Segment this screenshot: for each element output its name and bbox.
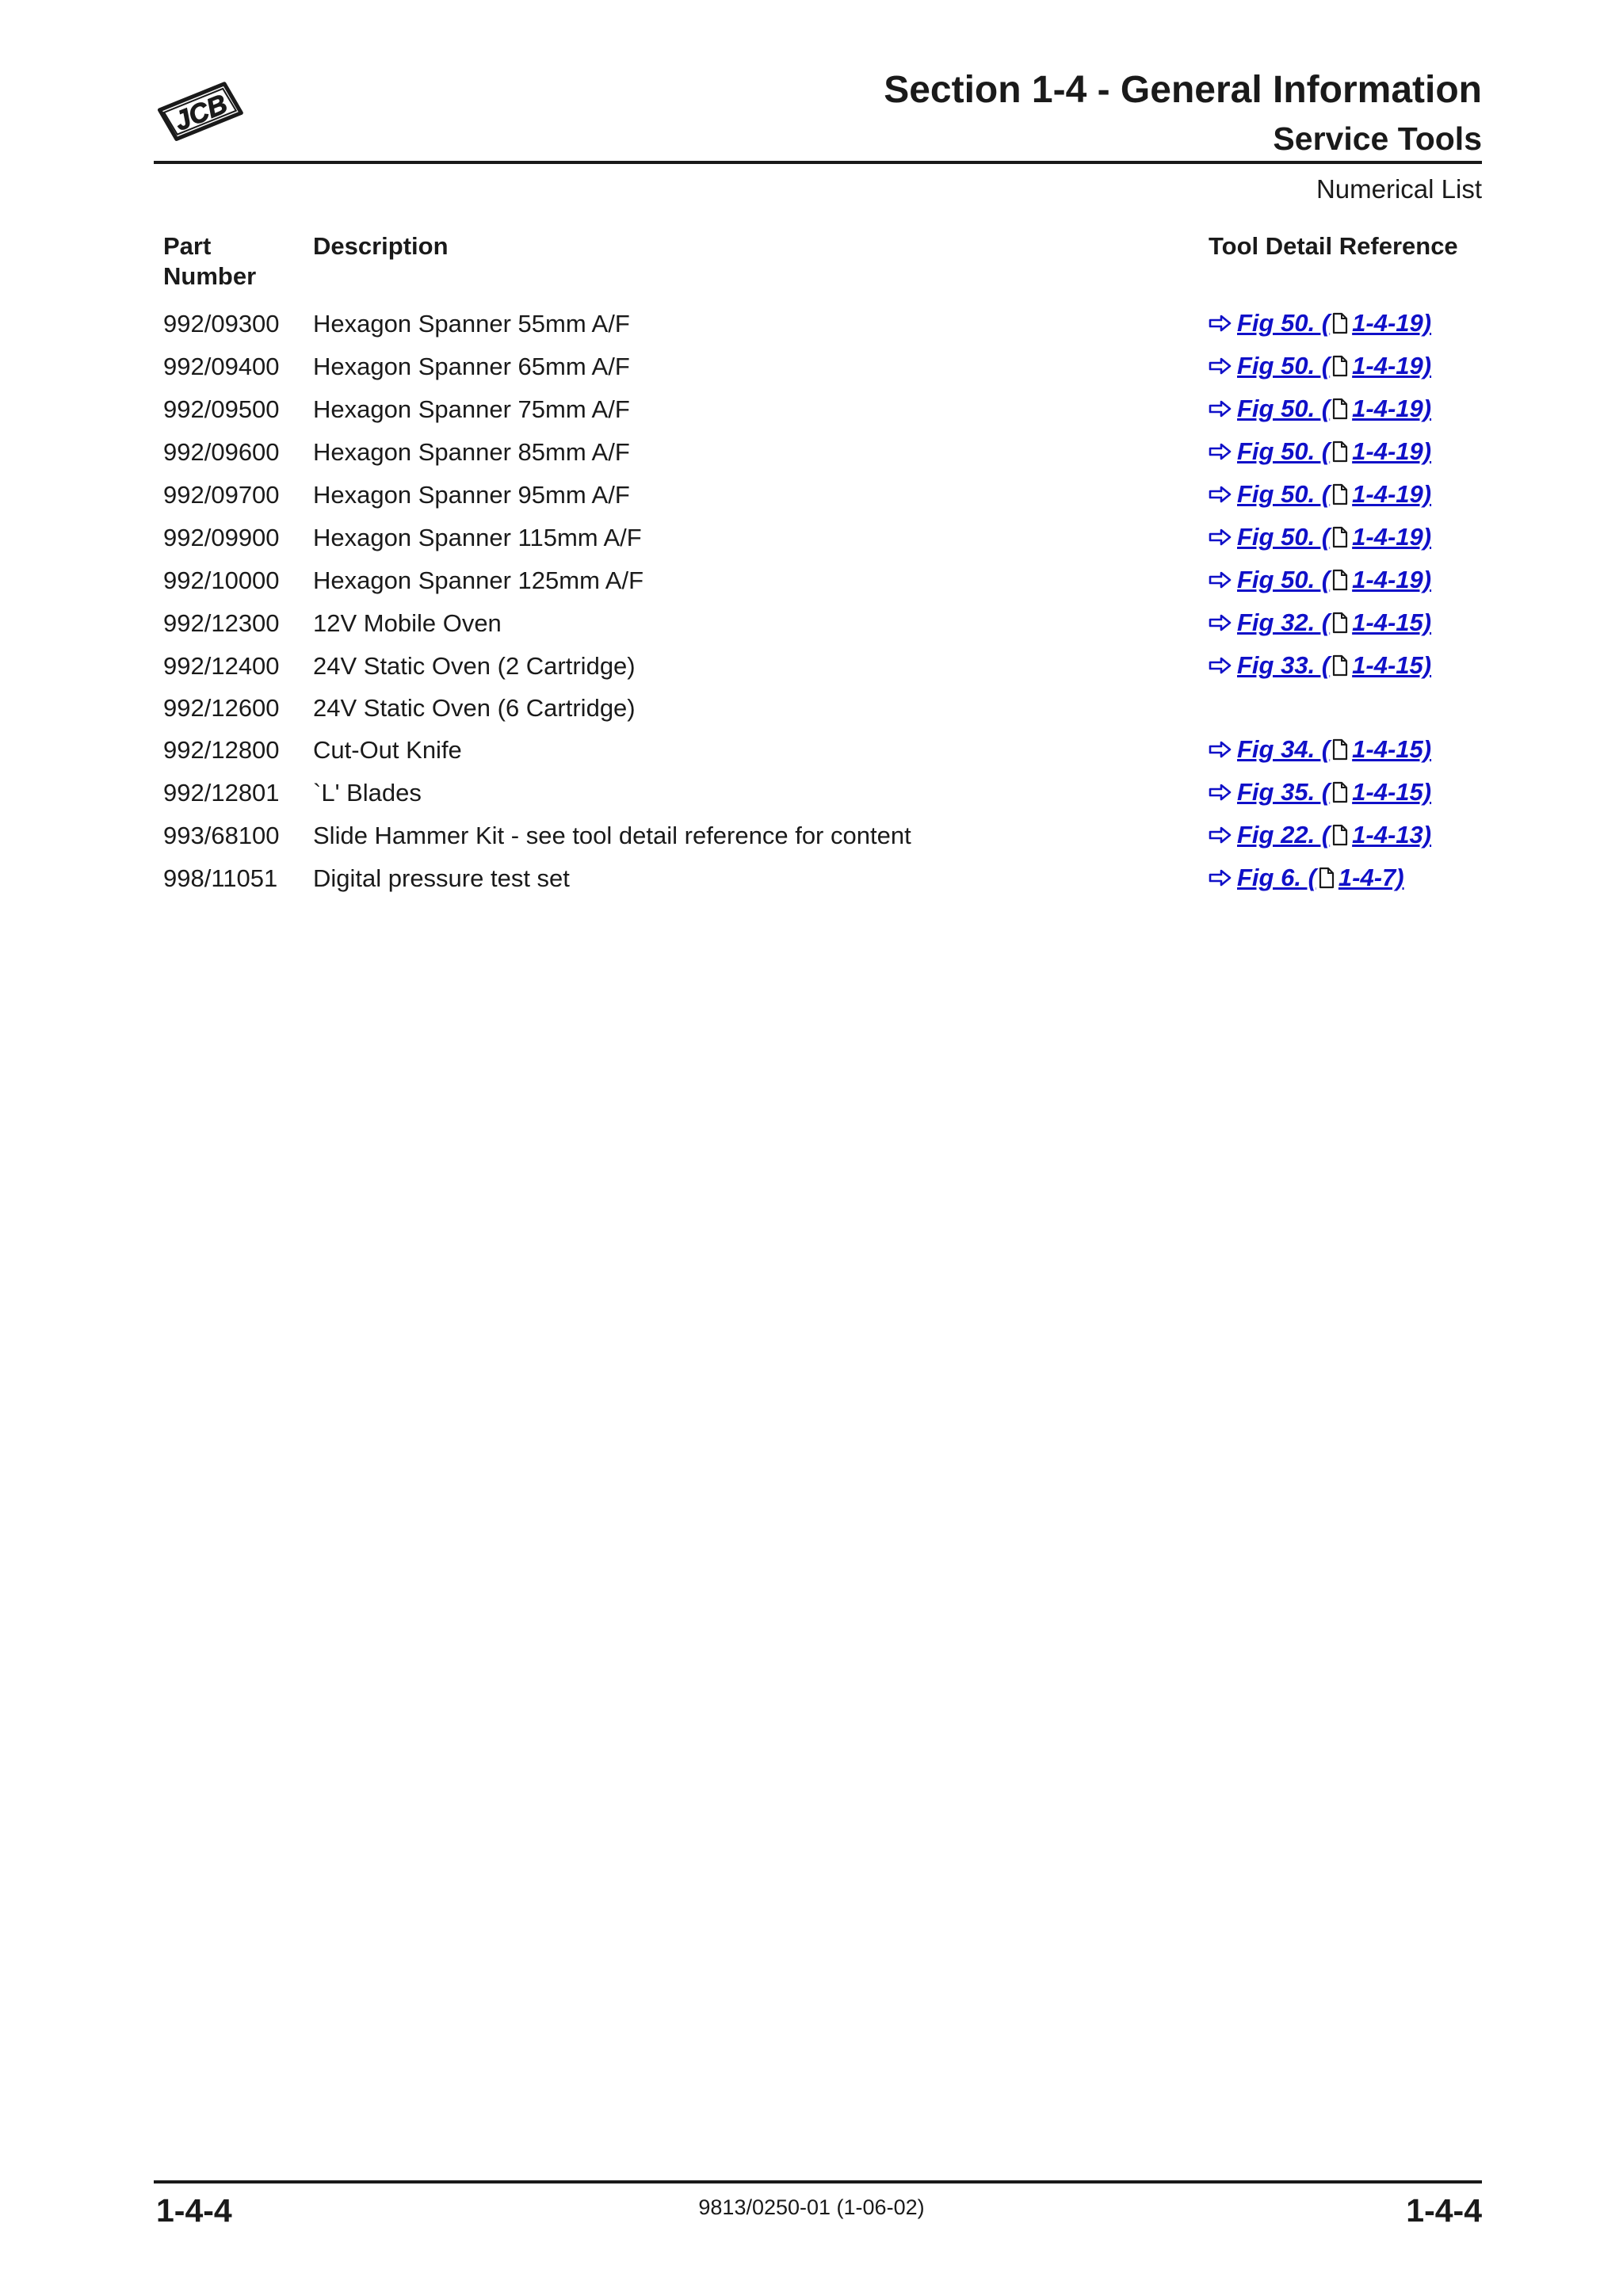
figure-reference-link[interactable] (1209, 345, 1431, 387)
table-row (152, 729, 1484, 772)
figure-reference-link[interactable] (1209, 303, 1431, 344)
column-header-line: Description (313, 232, 449, 260)
tool-detail-reference-cell (1197, 688, 1484, 729)
figure-label: Fig 6. ( (1237, 864, 1316, 891)
arrow-right-icon (1209, 656, 1232, 675)
table-row (152, 517, 1484, 559)
arrow-right-icon (1209, 357, 1232, 376)
part-number-cell: 992/10000 (163, 566, 280, 594)
table-row (152, 645, 1484, 688)
figure-label: Fig 50. ( (1237, 480, 1331, 508)
list-title: Numerical List (1316, 174, 1482, 204)
page-reference-label: 1-4-15) (1352, 735, 1432, 763)
table-row (152, 431, 1484, 474)
figure-label: Fig 50. ( (1237, 352, 1331, 379)
figure-reference-link[interactable] (1209, 517, 1431, 558)
description-cell: Hexagon Spanner 125mm A/F (313, 566, 644, 594)
tool-detail-reference-cell (1197, 517, 1484, 559)
figure-label: Fig 35. ( (1237, 778, 1331, 806)
part-number-cell: 998/11051 (163, 864, 278, 892)
page-reference-label: 1-4-19) (1352, 395, 1432, 422)
description-cell: 12V Mobile Oven (313, 609, 502, 637)
page-reference-label: 1-4-13) (1352, 821, 1432, 849)
service-tools-table (152, 231, 1484, 900)
figure-reference-link[interactable] (1209, 857, 1404, 898)
page-icon (1331, 781, 1349, 803)
table-row (152, 814, 1484, 857)
column-header-line: Number (163, 262, 257, 290)
svg-text:JCB: JCB (170, 89, 232, 137)
description-cell: Cut-Out Knife (313, 736, 462, 764)
description-cell: 24V Static Oven (6 Cartridge) (313, 694, 636, 722)
figure-label: Fig 34. ( (1237, 735, 1331, 763)
table-row (152, 857, 1484, 900)
figure-label: Fig 22. ( (1237, 821, 1331, 849)
part-number-cell: 992/09600 (163, 438, 280, 466)
figure-reference-link[interactable] (1209, 559, 1431, 601)
arrow-right-icon (1209, 399, 1232, 418)
page-icon (1331, 526, 1349, 548)
table-row (152, 559, 1484, 602)
description-cell: Hexagon Spanner 95mm A/F (313, 481, 630, 509)
table-row (152, 474, 1484, 517)
description-cell: Hexagon Spanner 115mm A/F (313, 524, 642, 551)
description-cell: Hexagon Spanner 55mm A/F (313, 310, 630, 338)
figure-label: Fig 33. ( (1237, 651, 1331, 679)
figure-label: Fig 50. ( (1237, 437, 1331, 465)
part-number-cell: 992/09700 (163, 481, 280, 509)
figure-label: Fig 50. ( (1237, 523, 1331, 551)
page-reference-label: 1-4-15) (1352, 778, 1432, 806)
arrow-right-icon (1209, 570, 1232, 589)
table-row (152, 303, 1484, 345)
footer-divider (154, 2180, 1482, 2183)
arrow-right-icon (1209, 740, 1232, 759)
arrow-right-icon (1209, 868, 1232, 887)
table-row (152, 688, 1484, 729)
page-icon (1331, 312, 1349, 334)
tool-detail-reference-cell (1197, 431, 1484, 474)
figure-label: Fig 32. ( (1237, 608, 1331, 636)
page-icon (1331, 441, 1349, 463)
page-reference-label: 1-4-19) (1352, 437, 1432, 465)
figure-label: Fig 50. ( (1237, 395, 1331, 422)
arrow-right-icon (1209, 783, 1232, 802)
jcb-logo (155, 73, 244, 151)
tool-detail-reference-cell (1197, 814, 1484, 857)
description-cell: 24V Static Oven (2 Cartridge) (313, 652, 636, 680)
title-block (884, 63, 1482, 160)
description-cell: Hexagon Spanner 75mm A/F (313, 395, 630, 423)
figure-reference-link[interactable] (1209, 729, 1431, 770)
description-cell: Hexagon Spanner 85mm A/F (313, 438, 630, 466)
page-icon (1331, 569, 1349, 591)
arrow-right-icon (1209, 442, 1232, 461)
arrow-right-icon (1209, 613, 1232, 632)
tool-detail-reference-cell (1197, 857, 1484, 900)
part-number-cell: 993/68100 (163, 822, 280, 849)
tool-detail-reference-cell (1197, 729, 1484, 772)
page-reference-label: 1-4-19) (1352, 566, 1432, 593)
figure-reference-link[interactable] (1209, 388, 1431, 429)
figure-reference-link[interactable] (1209, 814, 1431, 856)
description-cell: Digital pressure test set (313, 864, 570, 892)
page-reference-label: 1-4-19) (1352, 309, 1432, 337)
table-row (152, 345, 1484, 388)
part-number-cell: 992/09300 (163, 310, 280, 338)
figure-reference-link[interactable] (1209, 602, 1431, 643)
page-reference-label: 1-4-15) (1352, 651, 1432, 679)
tool-detail-reference-cell (1197, 345, 1484, 388)
figure-label: Fig 50. ( (1237, 309, 1331, 337)
part-number-cell: 992/12801 (163, 779, 280, 807)
figure-reference-link[interactable] (1209, 645, 1431, 686)
page-reference-label: 1-4-19) (1352, 480, 1432, 508)
page-number-right: 1-4-4 (1406, 2192, 1482, 2229)
arrow-right-icon (1209, 314, 1232, 333)
description-cell: Hexagon Spanner 65mm A/F (313, 353, 630, 380)
figure-reference-link[interactable] (1209, 474, 1431, 515)
description-cell: `L' Blades (313, 779, 422, 807)
page-reference-label: 1-4-19) (1352, 352, 1432, 379)
page-icon (1331, 612, 1349, 634)
part-number-cell: 992/12400 (163, 652, 280, 680)
table-row (152, 772, 1484, 814)
page-number-left: 1-4-4 (156, 2192, 232, 2229)
tool-detail-reference-cell (1197, 645, 1484, 688)
figure-label: Fig 50. ( (1237, 566, 1331, 593)
page-reference-label: 1-4-19) (1352, 523, 1432, 551)
arrow-right-icon (1209, 528, 1232, 547)
column-header-tool-detail-reference (1197, 231, 1484, 303)
figure-reference-link[interactable] (1209, 772, 1431, 813)
part-number-cell: 992/09400 (163, 353, 280, 380)
page-icon (1331, 654, 1349, 677)
table-row (152, 602, 1484, 645)
tool-detail-reference-cell (1197, 772, 1484, 814)
part-number-cell: 992/09900 (163, 524, 280, 551)
page-icon (1331, 398, 1349, 420)
tool-detail-reference-cell (1197, 303, 1484, 345)
part-number-cell: 992/12600 (163, 694, 280, 722)
subsection-title: Service Tools (1273, 120, 1482, 157)
table-header-row (152, 231, 1484, 303)
table-row (152, 388, 1484, 431)
table-body (152, 303, 1484, 900)
section-title: Section 1-4 - General Information (884, 69, 1482, 111)
tool-detail-reference-cell (1197, 388, 1484, 431)
header-divider (154, 161, 1482, 164)
page-icon (1331, 355, 1349, 377)
arrow-right-icon (1209, 826, 1232, 845)
column-header-line: Tool Detail Reference (1209, 232, 1458, 260)
part-number-cell: 992/12800 (163, 736, 280, 764)
part-number-cell: 992/12300 (163, 609, 280, 637)
page-icon (1331, 824, 1349, 846)
arrow-right-icon (1209, 485, 1232, 504)
page-reference-label: 1-4-15) (1352, 608, 1432, 636)
column-header-part-number (152, 231, 302, 303)
tool-detail-reference-cell (1197, 559, 1484, 602)
document-code: 9813/0250-01 (1-06-02) (698, 2195, 925, 2219)
page-icon (1318, 867, 1335, 889)
tool-detail-reference-cell (1197, 474, 1484, 517)
tool-detail-reference-cell (1197, 602, 1484, 645)
page-reference-label: 1-4-7) (1338, 864, 1404, 891)
part-number-cell: 992/09500 (163, 395, 280, 423)
column-header-line: Part (163, 232, 212, 260)
description-cell: Slide Hammer Kit - see tool detail reference for content (313, 822, 911, 849)
page-icon (1331, 738, 1349, 761)
page-icon (1331, 483, 1349, 505)
column-header-description (302, 231, 1197, 303)
figure-reference-link[interactable] (1209, 431, 1431, 472)
